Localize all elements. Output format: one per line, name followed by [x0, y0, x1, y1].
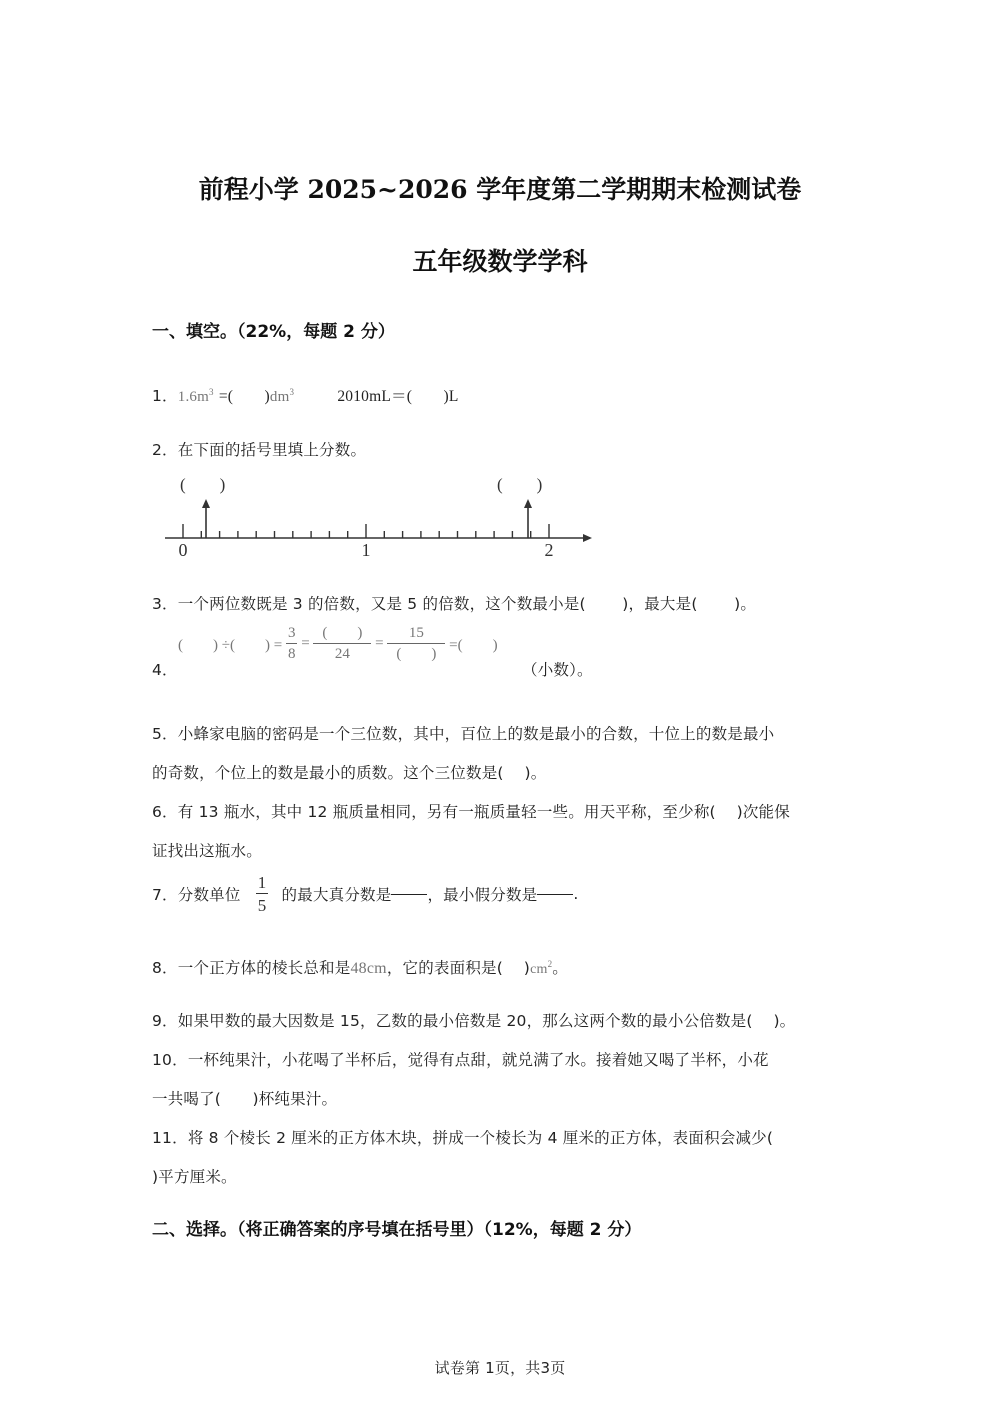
q1-volume-value: 1.6m	[177, 389, 209, 405]
exam-title: 前程小学 2025~2026 学年度第二学期期末检测试卷	[198, 175, 802, 204]
q4-frac3-den: ( )	[396, 646, 437, 662]
question-1	[152, 384, 459, 406]
q7-frac-den: 5	[257, 896, 267, 915]
q4-frac1-num: 3	[286, 626, 298, 644]
q4-expr-start: ( ) ÷( ) =	[178, 637, 283, 654]
question-2: 2．在下面的括号里填上分数。	[152, 441, 367, 459]
q7-fraction	[256, 874, 269, 914]
question-11-line-1: 11．将 8 个棱长 2 厘米的正方体木块，拼成一个棱长为 4 厘米的正方体，表面积会减少(	[152, 1129, 774, 1147]
question-7	[152, 874, 579, 914]
q1-equals-blank: =( )	[218, 388, 270, 405]
q8-unit: cm	[530, 962, 548, 977]
question-4-number: 4．	[152, 661, 178, 679]
q4-frac2-den: 24	[334, 646, 350, 662]
question-4-tail: （小数）。	[522, 661, 593, 679]
q8-end: 。	[552, 959, 568, 977]
q4-fraction-1	[286, 626, 298, 662]
q7-middle: 的最大真分数是	[281, 886, 392, 904]
q1-volume-sup: 3	[208, 386, 214, 397]
number-line	[150, 490, 610, 570]
page-footer: 试卷第 1页，共3页	[434, 1359, 566, 1377]
question-3: 3．一个两位数既是 3 的倍数，又是 5 的倍数，这个数最小是( )，最大是( )。	[152, 595, 757, 613]
number-line-arrowhead	[583, 534, 592, 542]
q8-prefix: 8．一个正方体的棱长总和是	[152, 959, 351, 977]
number-line-paren-right: ( )	[497, 475, 543, 494]
q4-frac1-den: 8	[287, 646, 296, 662]
q8-middle: ，它的表面积是( )	[386, 959, 531, 977]
section-2-heading: 二、选择。（将正确答案的序号填在括号里）（12%，每题 2 分）	[152, 1220, 642, 1240]
q4-fraction-2	[313, 626, 371, 662]
question-9: 9．如果甲数的最大因数是 15，乙数的最小倍数是 20，那么这两个数的最小公倍数是( )。	[152, 1012, 796, 1030]
q7-frac-num: 1	[257, 873, 267, 892]
arrow-left-head	[202, 499, 210, 508]
question-10-line-1: 10．一杯纯果汁，小花喝了半杯后，觉得有点甜，就兑满了水。接着她又喝了半杯，小花	[152, 1051, 769, 1069]
question-4-expression: ( ) ÷( ) = $\frac{3}{8}$ = $\frac{( )}{24}$ = $\frac{15}{( )}$ =( )	[178, 625, 498, 662]
tick-label-0: 0	[178, 540, 188, 560]
q4-frac2-num: ( )	[313, 626, 371, 644]
q7-blank-1	[391, 893, 427, 895]
q4-fraction-3	[387, 626, 445, 662]
exam-subtitle: 五年级数学学科	[412, 247, 588, 276]
q7-blank-2	[537, 893, 573, 895]
q7-prefix: 7．分数单位	[152, 886, 241, 904]
section-1-heading: 一、填空。（22%，每题 2 分）	[152, 322, 395, 342]
q4-expr-end: =( )	[449, 637, 498, 654]
tick-label-2: 2	[544, 540, 554, 560]
q7-separator: ，最小假分数是	[427, 886, 538, 904]
q8-value: 48cm	[350, 960, 387, 977]
question-11-line-2: )平方厘米。	[152, 1168, 237, 1186]
q8-unit-sup: 2	[547, 958, 553, 969]
q1-unit-sup: 3	[289, 386, 295, 397]
q7-end: .	[573, 885, 579, 903]
tick-label-1: 1	[361, 540, 371, 560]
q4-frac3-num: 15	[387, 626, 445, 644]
question-6-line-1: 6．有 13 瓶水，其中 12 瓶质量相同，另有一瓶质量轻一些。用天平称，至少称( )次能保	[152, 803, 790, 821]
q1-part-b: 2010mL＝( )L	[337, 388, 459, 405]
question-5-line-2: 的奇数，个位上的数是最小的质数。这个三位数是( )。	[152, 764, 547, 782]
q1-number: 1．	[152, 387, 178, 405]
question-6-line-2: 证找出这瓶水。	[152, 842, 262, 860]
question-5-line-1: 5．小蜂家电脑的密码是一个三位数，其中，百位上的数是最小的合数，十位上的数是最小	[152, 725, 775, 743]
number-line-ticks	[183, 524, 549, 538]
question-8	[152, 956, 568, 978]
q1-unit: dm	[269, 389, 290, 405]
number-line-paren-left: ( )	[180, 475, 226, 494]
question-10-line-2: 一共喝了( )杯纯果汁。	[152, 1090, 338, 1108]
arrow-right-head	[524, 499, 532, 508]
